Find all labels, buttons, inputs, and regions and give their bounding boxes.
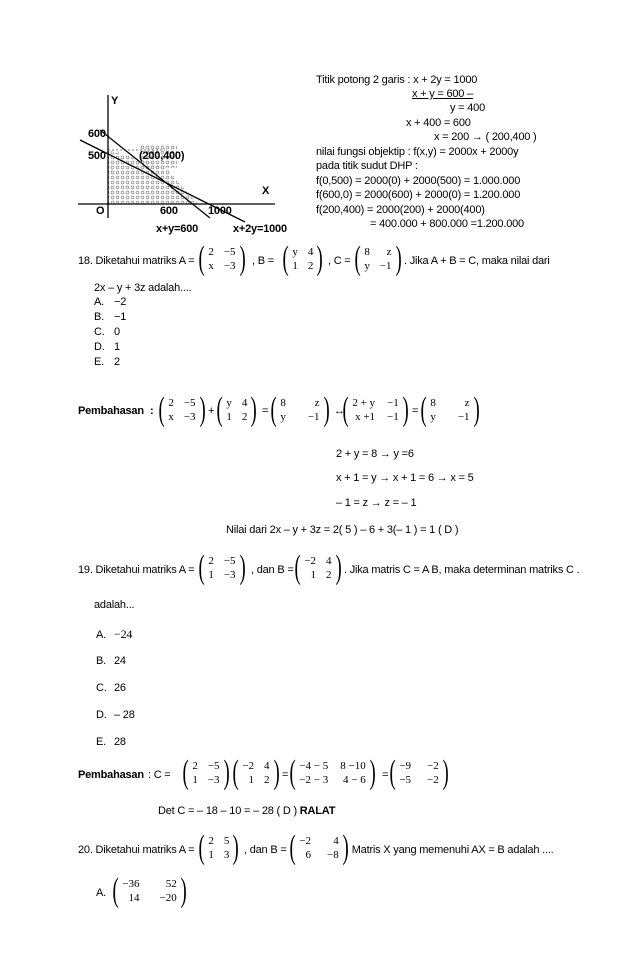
tick-y-600: 600 [88,128,106,140]
q18-sol-plus: + [208,405,215,417]
q18-sol-eq1: = [262,405,269,417]
q18-sol-m4: ( 2 + y −1 x +1 −1 ) [342,391,409,428]
q18-matrix-c: ( 8 z y −1 ) [354,240,402,277]
intersection-l3: y = 400 [450,102,485,114]
q19-sol-eq2: = [382,769,389,781]
origin-label: O [96,205,105,217]
q18-prefix: 18. Diketahui matriks A = [78,255,195,267]
q18-option-d: D. 1 [94,341,120,353]
q18-suffix: . Jika A + B = C, maka nilai dari [404,255,550,267]
q18-sol-eq2: = [412,405,419,417]
q19-c-eq: : C = [148,769,171,781]
q18-pembahasan-colon: : [150,405,154,417]
line1-label: x+y=600 [156,223,199,235]
point-label: (200,400) [139,150,185,162]
q18-option-c: C. 0 [94,326,120,338]
q19-option-a: A. −24 [96,627,133,641]
q18-sol-m5: ( 8 z y −1 ) [420,391,480,428]
q18-step3: – 1 = z → z = – 1 [336,497,417,509]
q18-line2: 2x – y + 3z adalah.... [94,282,192,294]
q18-conclusion: Nilai dari 2x – y + 3z = 2( 5 ) – 6 + 3(– 1 ) = 1 ( D ) [226,524,459,536]
q19-b-label: , dan B = [251,564,294,576]
q19-option-b: B. 24 [96,655,126,667]
q19-sol-eq1: = [282,769,289,781]
q18-b-label: , B = [252,255,274,267]
q18-c-label: , C = [328,255,351,267]
q19-sol-m2: ( −2 4 1 2 ) [232,754,280,791]
q19-option-e: E. 28 [96,736,126,748]
tick-x-600: 600 [160,205,178,217]
tick-x-1000: 1000 [208,205,232,217]
q18-matrix-a: ( 2 −5 x −3 ) [198,240,246,277]
intersection-l5: x = 200 → ( 200,400 ) [434,131,537,143]
q18-step1: 2 + y = 8 → y =6 [336,448,414,460]
q19-sol-m4: ( −9 −2 −5 −2 ) [389,754,449,791]
q20-matrix-a: ( 2 5 1 3 ) [198,829,240,866]
q19-sol-m3: ( −4 − 5 8 −10 −2 − 3 4 − 6 ) [289,754,376,791]
q18-sol-m3: ( 8 z y −1 ) [270,391,330,428]
q18-step2: x + 1 = y → x + 1 = 6 → x = 5 [336,472,474,484]
q18-option-a: A. −2 [94,296,127,308]
intersection-l2: x + y = 600 – [412,88,473,100]
intersection-l7: pada titik sudut DHP : [316,160,418,172]
intersection-l11: = 400.000 + 800.000 =1.200.000 [370,218,524,230]
q18-pembahasan-label: Pembahasan [78,405,144,417]
q19-pembahasan-label: Pembahasan [78,769,144,781]
intersection-l1: Titik potong 2 garis : x + 2y = 1000 [316,74,478,86]
q20-suffix: . Matris X yang memenuhi AX = B adalah .... [346,844,554,856]
q19-matrix-b: ( −2 4 1 2 ) [294,549,342,586]
q18-sol-arrow: ↔ [334,405,345,417]
q19-option-c: C. 26 [96,682,126,694]
intersection-l6: nilai fungsi objektip : f(x,y) = 2000x + 2000y [316,146,519,158]
axis-y-label: Y [111,95,119,107]
tick-y-500: 500 [88,150,106,162]
q20-matrix-b: ( −2 4 6 −8 ) [289,829,349,866]
q18-sol-m2: ( y 4 1 2 ) [216,391,258,428]
q19-ralat: RALAT [299,805,336,817]
q18-option-b: B. −1 [94,311,127,323]
q20-prefix: 20. Diketahui matriks A = [78,844,195,856]
q19-prefix: 19. Diketahui matriks A = [78,564,195,576]
intersection-l4: x + 400 = 600 [406,117,471,129]
q19-line2: adalah... [94,599,135,611]
line2-label: x+2y=1000 [233,223,287,235]
q19-matrix-a: ( 2 −5 1 −3 ) [198,549,246,586]
q18-option-e: E. 2 [94,356,120,368]
intersection-l8: f(0,500) = 2000(0) + 2000(500) = 1.000.000 [316,175,521,187]
q19-sol-m1: ( 2 −5 1 −3 ) [182,754,230,791]
q18-matrix-b: ( y 4 1 2 ) [282,240,324,277]
intersection-l9: f(600,0) = 2000(600) + 2000(0) = 1.200.000 [316,189,521,201]
q20-option-a-letter: A. [96,887,106,899]
q19-suffix: . Jika matris C = A B, maka determinan matriks C . [344,564,580,576]
intersection-l10: f(200,400) = 2000(200) + 2000(400) [316,204,485,216]
q20-option-a-matrix: ( −36 52 14 −20 ) [112,872,187,909]
q20-b-label: , dan B = [244,844,287,856]
q19-determinant: Det C = – 18 – 10 = – 28 ( D ) RALAT [158,805,336,817]
q19-option-d: D. – 28 [96,709,135,721]
q18-sol-m1: ( 2 −5 x −3 ) [158,391,206,428]
axis-x-label: X [262,185,270,197]
